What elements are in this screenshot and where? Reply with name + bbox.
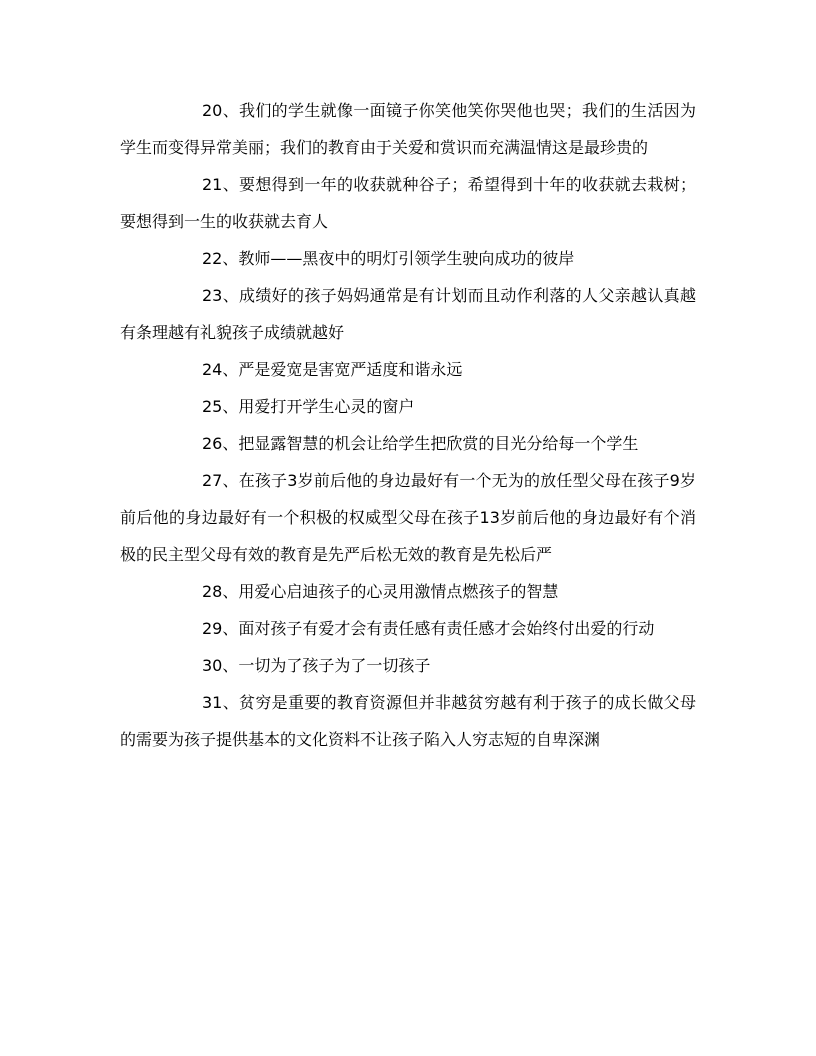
paragraph-26: 26、把显露智慧的机会让给学生把欣赏的目光分给每一个学生 bbox=[202, 434, 639, 453]
paragraph-29: 29、面对孩子有爱才会有责任感有责任感才会始终付出爱的行动 bbox=[202, 619, 655, 638]
paragraph-24: 24、严是爱宽是害宽严适度和谐永远 bbox=[202, 360, 463, 379]
paragraph-22: 22、教师——黑夜中的明灯引领学生驶向成功的彼岸 bbox=[202, 249, 575, 268]
document-body bbox=[120, 92, 696, 758]
paragraph-28: 28、用爱心启迪孩子的心灵用激情点燃孩子的智慧 bbox=[202, 582, 559, 601]
paragraph-23: 23、成绩好的孩子妈妈通常是有计划而且动作利落的人父亲越认真越有条理越有礼貌孩子成绩就越好 bbox=[120, 286, 696, 342]
paragraph-21: 21、要想得到一年的收获就种谷子；希望得到十年的收获就去栽树；要想得到一生的收获就去育人 bbox=[120, 175, 696, 231]
paragraph-25: 25、用爱打开学生心灵的窗户 bbox=[202, 397, 415, 416]
paragraph-20: 20、我们的学生就像一面镜子你笑他笑你哭他也哭；我们的生活因为学生而变得异常美丽；我们的教育由于关爱和赏识而充满温情这是最珍贵的 bbox=[120, 101, 696, 157]
paragraph-31: 31、贫穷是重要的教育资源但并非越贫穷越有利于孩子的成长做父母的需要为孩子提供基本的文化资料不让孩子陷入人穷志短的自卑深渊 bbox=[120, 693, 696, 749]
paragraph-30: 30、一切为了孩子为了一切孩子 bbox=[202, 656, 431, 675]
paragraph-27: 27、在孩子3岁前后他的身边最好有一个无为的放任型父母在孩子9岁前后他的身边最好有一个积极的权威型父母在孩子13岁前后他的身边最好有个消极的民主型父母有效的教育是先严后松无效的教育是先松后严 bbox=[120, 471, 696, 564]
